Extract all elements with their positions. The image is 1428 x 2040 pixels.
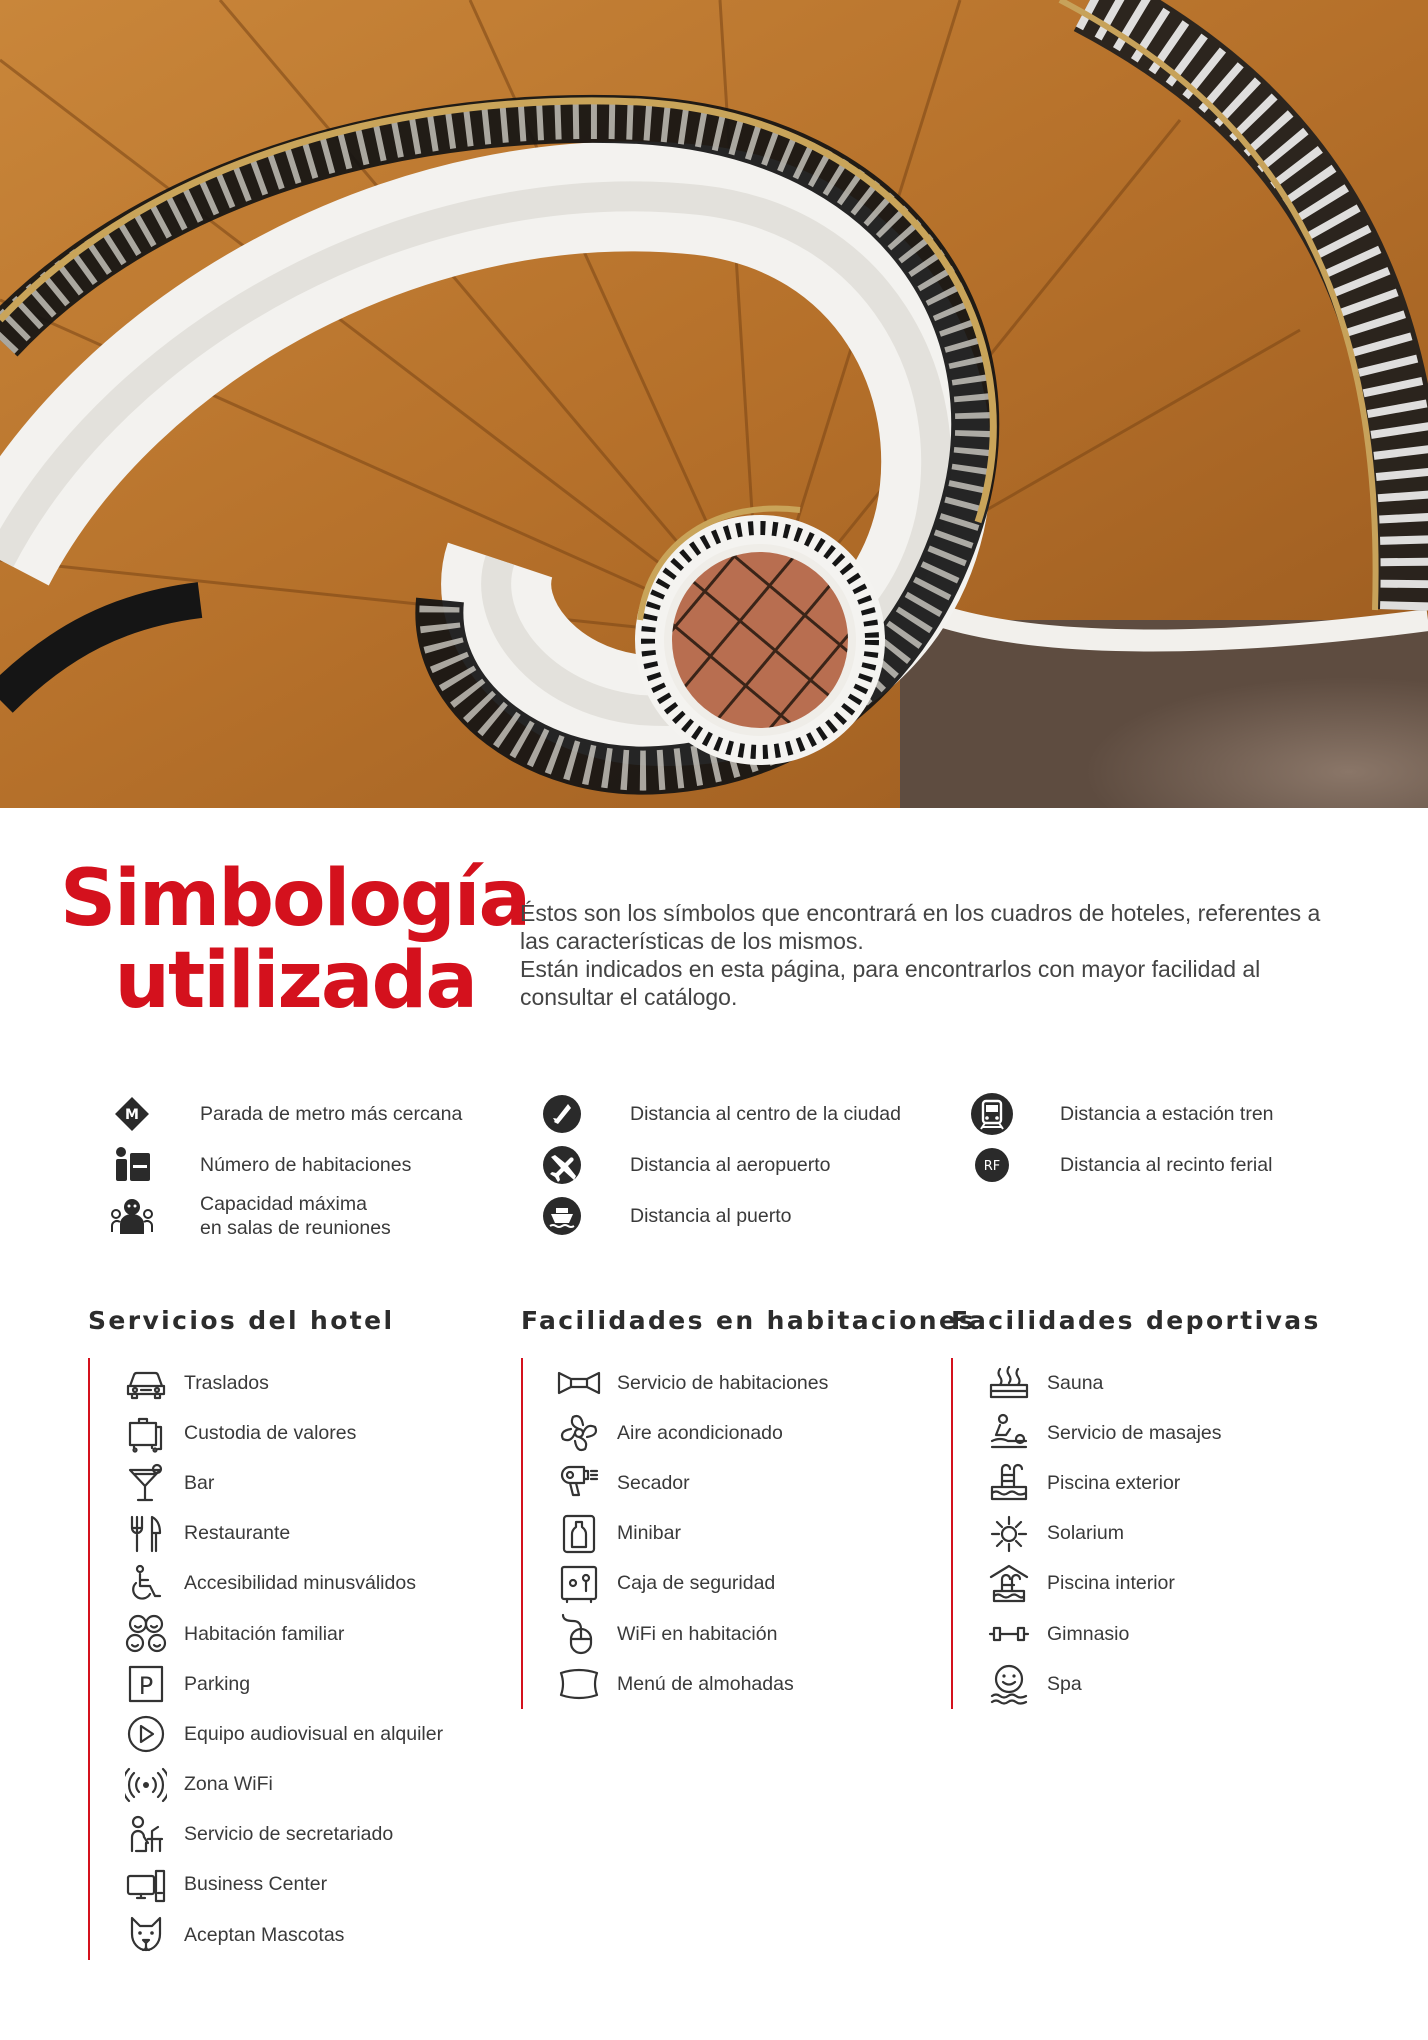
- massage-icon: [987, 1411, 1031, 1455]
- list-item: [90, 1810, 443, 1860]
- indoor-pool-icon: [987, 1562, 1031, 1606]
- legend-label: Distancia al centro de la ciudad: [630, 1102, 901, 1125]
- list-item-label: Secador: [617, 1471, 690, 1494]
- list-item: [953, 1659, 1222, 1709]
- play-icon: [124, 1712, 168, 1756]
- list-item: [90, 1910, 443, 1960]
- list-item-label: Parking: [184, 1672, 251, 1695]
- fan-icon: [557, 1411, 601, 1455]
- list-item: [90, 1408, 443, 1458]
- legend-label-line1: Capacidad máxima: [200, 1192, 367, 1215]
- list-item-label: Business Center: [184, 1873, 328, 1896]
- section-room-facilities: [521, 1306, 976, 1695]
- list-item: [90, 1659, 443, 1709]
- legend-label: Distancia a estación tren: [1060, 1102, 1274, 1125]
- svg-text:RF: RF: [983, 1158, 1001, 1174]
- room-service-icon: [557, 1361, 601, 1405]
- legend-label: Número de habitaciones: [200, 1153, 412, 1176]
- legend-item-meeting-capacity: [106, 1190, 462, 1241]
- list-item: [953, 1559, 1222, 1609]
- list-item-label: Aceptan Mascotas: [184, 1923, 345, 1946]
- city-center-icon: [536, 1091, 588, 1137]
- list-item-label: Servicio de habitaciones: [617, 1371, 829, 1394]
- list-item-label: Spa: [1047, 1672, 1082, 1695]
- hero-staircase-photo: [0, 0, 1428, 808]
- legend-column-1: [106, 1088, 462, 1241]
- list-item-label: Menú de almohadas: [617, 1672, 794, 1695]
- rooms-icon: [106, 1142, 158, 1188]
- list-item-label: Restaurante: [184, 1522, 291, 1545]
- legend-label: Parada de metro más cercana: [200, 1102, 463, 1125]
- list-item: [523, 1659, 828, 1709]
- list-item: [953, 1358, 1222, 1408]
- cocktail-icon: [124, 1461, 168, 1505]
- list-item-label: Piscina exterior: [1047, 1471, 1181, 1494]
- list-item: [90, 1358, 443, 1408]
- room-facilities-list: [521, 1358, 828, 1709]
- list-item: [90, 1458, 443, 1508]
- luggage-icon: [124, 1411, 168, 1455]
- legend-label: Distancia al recinto ferial: [1060, 1153, 1273, 1176]
- list-item-label: Bar: [184, 1471, 215, 1494]
- list-item: [953, 1408, 1222, 1458]
- list-item-label: Solarium: [1047, 1522, 1124, 1545]
- section-title: Servicios del hotel: [88, 1306, 395, 1335]
- train-station-icon: [966, 1091, 1018, 1137]
- page-title: [60, 854, 530, 1026]
- svg-text:M: M: [125, 1106, 139, 1123]
- legend-item-airport: [536, 1139, 901, 1190]
- list-item-label: Equipo audiovisual en alquiler: [184, 1722, 444, 1745]
- intro-paragraph-2: Están indicados en esta página, para encontrarlos con mayor facilidad al consultar el catálogo.: [520, 956, 1261, 1010]
- list-item-label: Habitación familiar: [184, 1622, 345, 1645]
- spa-icon: [987, 1662, 1031, 1706]
- sports-facilities-list: [951, 1358, 1222, 1709]
- legend-label: [200, 1192, 391, 1240]
- hotel-services-list: [88, 1358, 443, 1960]
- family-icon: [124, 1612, 168, 1656]
- svg-text:P: P: [138, 1672, 154, 1701]
- legend-item-fairground: [966, 1139, 1274, 1190]
- section-title: Facilidades en habitaciones: [521, 1306, 976, 1335]
- page-title-line1: Simbología: [60, 854, 530, 944]
- list-item: [523, 1509, 828, 1559]
- legend-label-line2: en salas de reuniones: [200, 1216, 391, 1239]
- legend-label: Distancia al puerto: [630, 1204, 792, 1227]
- safe-icon: [557, 1562, 601, 1606]
- list-item-label: WiFi en habitación: [617, 1622, 778, 1645]
- sun-icon: [987, 1512, 1031, 1556]
- list-item-label: Servicio de secretariado: [184, 1823, 394, 1846]
- list-item-label: Piscina interior: [1047, 1572, 1175, 1595]
- list-item-label: Minibar: [617, 1522, 681, 1545]
- list-item-label: Aire acondicionado: [617, 1421, 783, 1444]
- sauna-icon: [987, 1361, 1031, 1405]
- secretary-icon: [124, 1813, 168, 1857]
- computer-icon: [124, 1863, 168, 1907]
- car-icon: [124, 1361, 168, 1405]
- list-item: [953, 1458, 1222, 1508]
- list-item: [90, 1860, 443, 1910]
- intro-paragraph-1: Éstos son los símbolos que encontrará en los cuadros de hoteles, referentes a las características de los mismos.: [520, 900, 1321, 954]
- minibar-icon: [557, 1512, 601, 1556]
- legend-item-train-station: [966, 1088, 1274, 1139]
- list-item: [953, 1609, 1222, 1659]
- legend-item-metro: [106, 1088, 462, 1139]
- page-title-line2: utilizada: [114, 936, 476, 1026]
- list-item: [523, 1609, 828, 1659]
- list-item-label: Gimnasio: [1047, 1622, 1130, 1645]
- list-item-label: Accesibilidad minusválidos: [184, 1572, 416, 1595]
- wifi-zone-icon: [124, 1763, 168, 1807]
- legend-column-2: [536, 1088, 901, 1241]
- legend-label: Distancia al aeropuerto: [630, 1153, 831, 1176]
- list-item: [90, 1509, 443, 1559]
- list-item: [953, 1509, 1222, 1559]
- outdoor-pool-icon: [987, 1461, 1031, 1505]
- parking-icon: [124, 1662, 168, 1706]
- list-item-label: Zona WiFi: [184, 1773, 273, 1796]
- legend-item-port: [536, 1190, 901, 1241]
- list-item-label: Sauna: [1047, 1371, 1104, 1394]
- intro-text: [520, 899, 1350, 1011]
- section-sports-facilities: [951, 1306, 1321, 1695]
- list-item-label: Traslados: [184, 1371, 269, 1394]
- list-item-label: Custodia de valores: [184, 1421, 357, 1444]
- list-item: [90, 1709, 443, 1759]
- hairdryer-icon: [557, 1461, 601, 1505]
- airport-icon: [536, 1142, 588, 1188]
- list-item-label: Caja de seguridad: [617, 1572, 776, 1595]
- pillow-icon: [557, 1662, 601, 1706]
- list-item: [523, 1358, 828, 1408]
- mouse-icon: [557, 1612, 601, 1656]
- list-item: [90, 1559, 443, 1609]
- section-hotel-services: [88, 1306, 444, 1946]
- dumbbell-icon: [987, 1612, 1031, 1656]
- list-item: [90, 1760, 443, 1810]
- metro-icon: [106, 1091, 158, 1137]
- wheelchair-icon: [124, 1562, 168, 1606]
- legend-item-city-center: [536, 1088, 901, 1139]
- list-item: [523, 1408, 828, 1458]
- dog-icon: [124, 1913, 168, 1957]
- list-item: [90, 1609, 443, 1659]
- fairground-icon: [966, 1142, 1018, 1188]
- legend-column-3: [966, 1088, 1274, 1190]
- list-item-label: Servicio de masajes: [1047, 1421, 1222, 1444]
- meeting-capacity-icon: [106, 1193, 158, 1239]
- legend-item-rooms: [106, 1139, 462, 1190]
- section-title: Facilidades deportivas: [951, 1306, 1321, 1335]
- list-item: [523, 1458, 828, 1508]
- list-item: [523, 1559, 828, 1609]
- port-icon: [536, 1193, 588, 1239]
- cutlery-icon: [124, 1512, 168, 1556]
